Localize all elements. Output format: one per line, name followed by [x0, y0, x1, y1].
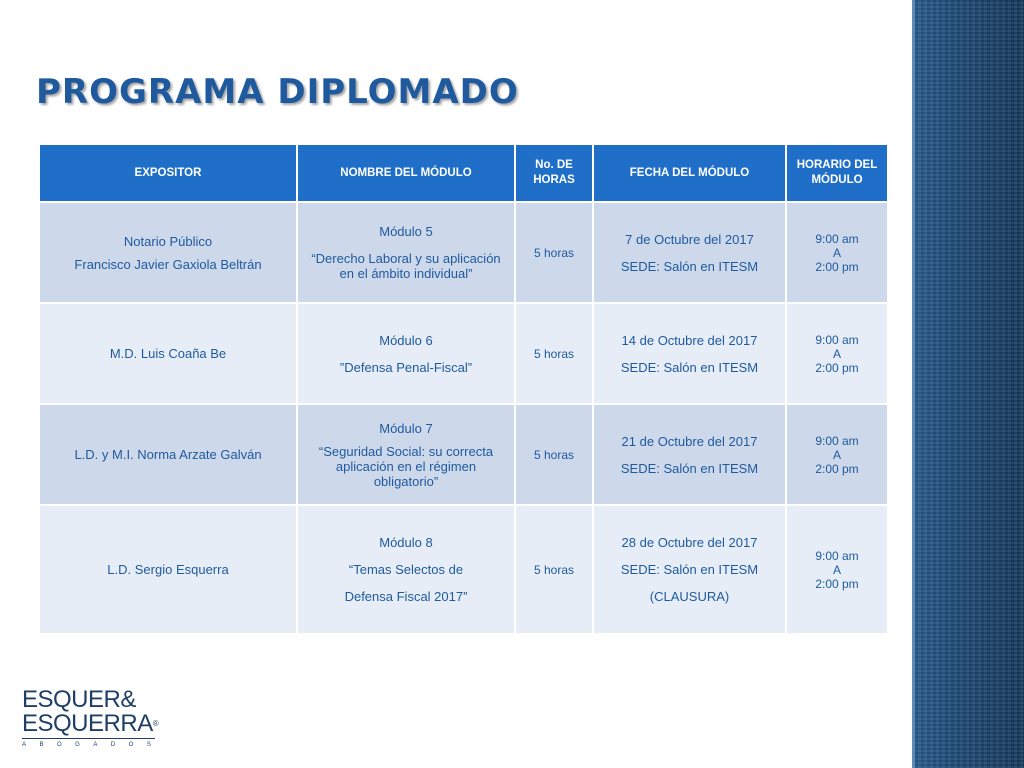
module-venue: SEDE: Salón en ITESM	[620, 562, 759, 577]
header-expositor: EXPOSITOR	[40, 145, 296, 201]
module-note: (CLAUSURA)	[649, 589, 730, 604]
cell-date	[594, 304, 785, 403]
time-separator: A	[832, 562, 841, 577]
module-name: ”Defensa Penal-Fiscal”	[339, 359, 473, 375]
header-schedule: HORARIO DEL MÓDULO	[787, 145, 887, 201]
module-venue: SEDE: Salón en ITESM	[620, 258, 759, 274]
table-row	[40, 506, 887, 633]
cell-module	[298, 203, 514, 302]
module-date: 7 de Octubre del 2017	[625, 231, 754, 247]
time-separator: A	[832, 346, 841, 361]
cell-date	[594, 203, 785, 302]
module-date: 28 de Octubre del 2017	[621, 535, 758, 550]
cell-hours: 5 horas	[516, 405, 592, 504]
side-band-edge	[912, 0, 915, 768]
module-name-line2: Defensa Fiscal 2017”	[344, 589, 468, 604]
time-start: 9:00 am	[815, 433, 859, 448]
time-end: 2:00 pm	[815, 461, 859, 476]
module-venue: SEDE: Salón en ITESM	[620, 359, 759, 375]
logo-registered-mark: ®	[152, 719, 159, 728]
expositor-title: Notario Público	[123, 233, 213, 249]
cell-expositor	[40, 203, 296, 302]
cell-module	[298, 304, 514, 403]
module-number: Módulo 5	[379, 224, 433, 239]
time-separator: A	[832, 245, 841, 260]
cell-date	[594, 506, 785, 633]
cell-expositor: L.D. Sergio Esquerra	[40, 506, 296, 633]
table-header-row	[40, 145, 887, 201]
cell-expositor: L.D. y M.I. Norma Arzate Galván	[40, 405, 296, 504]
logo-line-2	[22, 712, 172, 736]
cell-schedule	[787, 203, 887, 302]
module-number: Módulo 6	[379, 332, 433, 348]
module-number: Módulo 8	[379, 535, 433, 550]
table-row	[40, 203, 887, 302]
time-start: 9:00 am	[815, 231, 859, 246]
module-date: 14 de Octubre del 2017	[621, 332, 758, 348]
expositor-name: Francisco Javier Gaxiola Beltrán	[74, 256, 262, 272]
header-module-name: NOMBRE DEL MÓDULO	[298, 145, 514, 201]
table-row	[40, 405, 887, 504]
module-name: “Seguridad Social: su correcta aplicación en el régimen obligatorio”	[318, 443, 494, 489]
company-logo	[22, 688, 172, 752]
time-start: 9:00 am	[815, 548, 859, 563]
logo-line-2-text: ESQUERRA	[22, 710, 153, 737]
time-start: 9:00 am	[815, 332, 859, 347]
time-end: 2:00 pm	[815, 576, 859, 591]
cell-hours: 5 horas	[516, 506, 592, 633]
cell-schedule	[787, 304, 887, 403]
program-table	[38, 143, 889, 635]
time-end: 2:00 pm	[815, 259, 859, 274]
module-date: 21 de Octubre del 2017	[621, 433, 758, 449]
logo-subtitle: ABOGADOS	[22, 742, 165, 748]
cell-module	[298, 405, 514, 504]
module-name-line1: “Temas Selectos de	[348, 562, 464, 577]
cell-expositor: M.D. Luis Coaña Be	[40, 304, 296, 403]
time-end: 2:00 pm	[815, 360, 859, 375]
slide-title: PROGRAMA DIPLOMADO	[36, 72, 519, 112]
cell-module	[298, 506, 514, 633]
module-name: “Derecho Laboral y su aplicación en el ámbito individual”	[311, 251, 501, 281]
cell-schedule	[787, 506, 887, 633]
time-separator: A	[832, 447, 841, 462]
cell-hours: 5 horas	[516, 304, 592, 403]
side-decorative-band	[912, 0, 1024, 768]
module-venue: SEDE: Salón en ITESM	[620, 460, 759, 476]
logo-rule	[22, 738, 155, 739]
cell-schedule	[787, 405, 887, 504]
module-number: Módulo 7	[379, 420, 433, 436]
cell-date	[594, 405, 785, 504]
logo-line-1: ESQUER&	[22, 686, 136, 713]
table-row	[40, 304, 887, 403]
cell-hours: 5 horas	[516, 203, 592, 302]
header-date: FECHA DEL MÓDULO	[594, 145, 785, 201]
header-hours: No. DE HORAS	[516, 145, 592, 201]
